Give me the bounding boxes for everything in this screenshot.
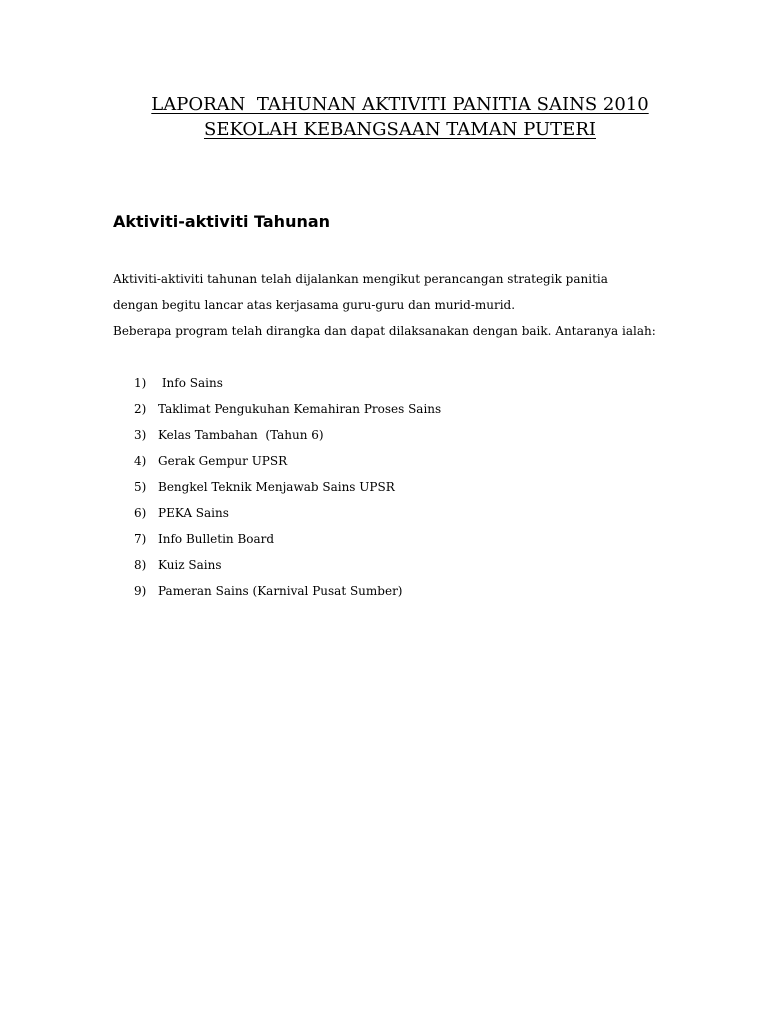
list-item-text: PEKA Sains (158, 506, 229, 520)
list-item-text: Kelas Tambahan (Tahun 6) (158, 428, 324, 442)
list-item-number: 7) (134, 532, 147, 546)
list-item-number: 5) (134, 480, 147, 494)
list-item-number: 3) (134, 428, 147, 442)
list-item-text: Gerak Gempur UPSR (158, 454, 288, 468)
list-item-number: 2) (134, 402, 147, 416)
paragraph-line-2: dengan begitu lancar atas kerjasama guru-guru dan murid-murid. (113, 298, 516, 312)
list-item-text: Kuiz Sains (158, 558, 222, 572)
list-item-text: Taklimat Pengukuhan Kemahiran Proses Sains (158, 402, 442, 416)
list-item-text: Bengkel Teknik Menjawab Sains UPSR (158, 480, 395, 494)
list-item-number: 6) (134, 506, 147, 520)
section-heading: Aktiviti-aktiviti Tahunan (113, 212, 331, 231)
list-item-number: 9) (134, 584, 147, 598)
list-item-number: 1) (134, 376, 147, 390)
paragraph-line-3: Beberapa program telah dirangka dan dapat dilaksanakan dengan baik. Antaranya ialah: (113, 324, 656, 338)
list-item-number: 4) (134, 454, 147, 468)
report-title-line-2: SEKOLAH KEBANGSAAN TAMAN PUTERI (203, 119, 596, 140)
report-title-line-1: LAPORAN TAHUNAN AKTIVITI PANITIA SAINS 2010 (151, 94, 649, 115)
paragraph-line-1: Aktiviti-aktiviti tahunan telah dijalankan mengikut perancangan strategik panitia (113, 272, 608, 286)
list-item-text: Info Sains (158, 376, 223, 390)
list-item-text: Info Bulletin Board (158, 532, 275, 546)
list-item-text: Pameran Sains (Karnival Pusat Sumber) (158, 584, 403, 598)
list-item-number: 8) (134, 558, 147, 572)
